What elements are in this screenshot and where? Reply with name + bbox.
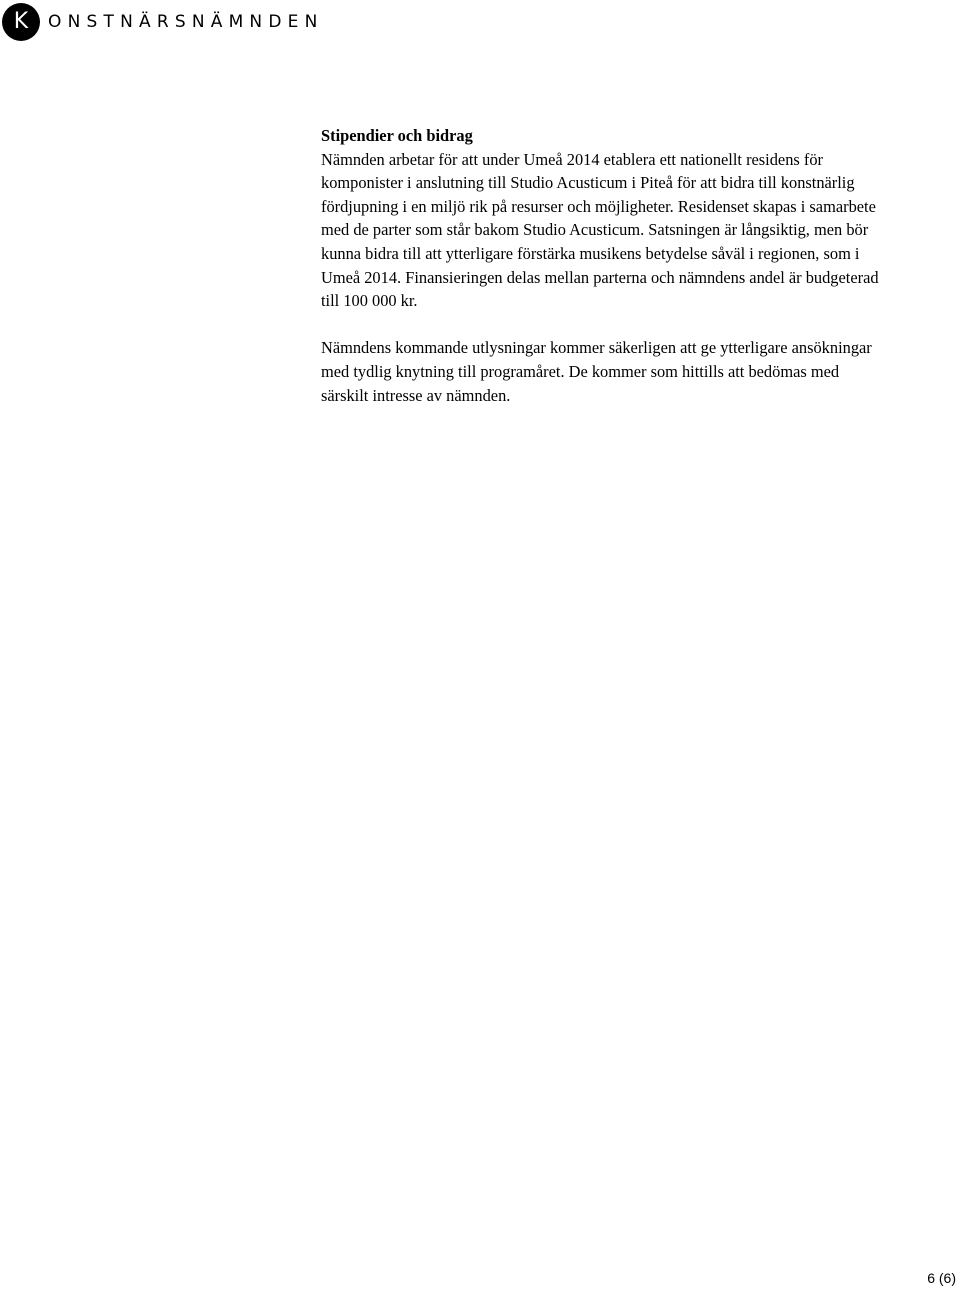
paragraph-residency: Nämnden arbetar för att under Umeå 2014 etablera ett nationellt residens för komponister i anslutning till Studio Acusticum i Piteå för att bidra till konstnärlig fördjupning i en miljö rik på resurser och möjligheter. Residenset skapas i samarbete med de parter som står bakom Studio Acusticum. Satsningen är långsiktig, men bör kunna bidra till att ytterligare förstärka musikens betydelse såväl i regionen, som i Umeå 2014. Finansieringen delas mellan parterna och nämndens andel är budgeterad till 100 000 kr. — [321, 149, 879, 311]
page-number: 6 (6) — [927, 1270, 956, 1286]
header-logo — [2, 2, 324, 42]
logo-mark — [2, 3, 40, 41]
section-heading: Stipendier och bidrag — [321, 126, 473, 145]
paragraph-future-calls: Nämndens kommande utlysningar kommer säkerligen att ge ytterligare ansökningar med tydlig knytning till programåret. De kommer som hittills att bedömas med särskilt intresse av nämnden. — [321, 338, 872, 405]
logo-wordmark: ONSTNÄRSNÄMNDEN — [48, 12, 324, 32]
document-body — [321, 124, 881, 407]
logo-letter: K — [13, 9, 29, 34]
